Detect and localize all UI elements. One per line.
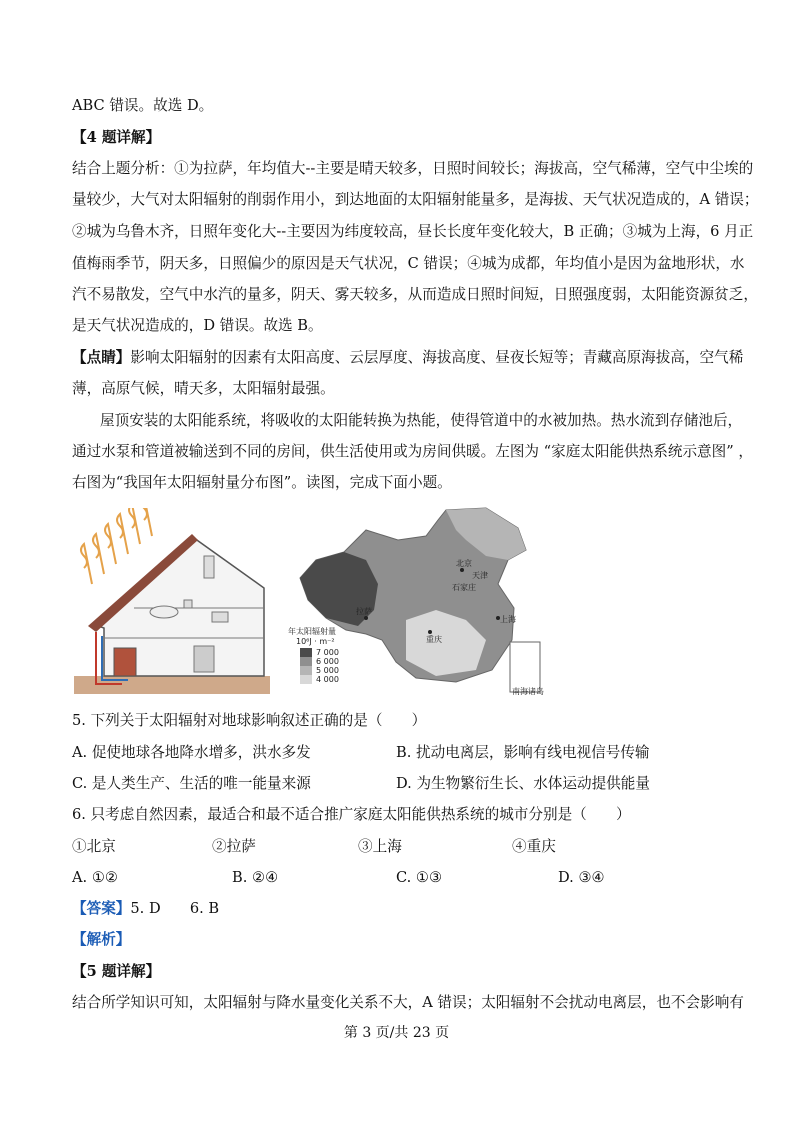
legend-value: 7 000 [316,648,339,657]
city-lhasa: 拉萨 [356,607,372,616]
question-6: 6. 只考虑自然因素，最适合和最不适合推广家庭太阳能供热系统的城市分别是（ ） [72,806,631,823]
subheading-q5: 【5 题详解】 [72,963,161,980]
q5-option-a: A. 促使地球各地降水增多，洪水多发 [72,744,311,761]
q5-option-c: C. 是人类生产、生活的唯一能量来源 [72,775,311,792]
city-option-2: ②拉萨 [212,838,256,855]
dianjing-label: 【点睛】 [72,349,131,366]
answer-label: 【答案】 [72,900,131,917]
storage-tank [114,648,136,676]
legend-unit: 10⁶J · m⁻² [296,637,335,646]
stem-line: 通过水泵和管道被输送到不同的房间，供生活使用或为房间供暖。左图为 “家庭太阳能供热系统示意图” ， [72,443,753,460]
stem-line: 屋顶安装的太阳能系统，将吸收的太阳能转换为热能，使得管道中的水被加热。热水流到存储池后， [100,412,743,429]
map-legend [288,626,339,684]
solar-house-diagram [74,508,270,694]
subheading-q4: 【4 题详解】 [72,129,161,146]
dianjing-paragraph [72,347,743,369]
q6-option-a: A. ①② [72,869,118,886]
china-solar-radiation-map [286,500,548,698]
text-line: 是天气状况造成的，D 错误。故选 B。 [72,317,323,334]
text-line: 值梅雨季节，阴天多，日照偏少的原因是天气状况，C 错误；④城为成都，年均值小是因为盆地形状，水 [72,255,745,272]
legend-value: 6 000 [316,657,339,666]
text-line: 结合所学知识可知，太阳辐射与降水量变化关系不大，A 错误；太阳辐射不会扰动电离层，也不会影响有 [72,994,744,1011]
inset-label: 南海诸岛 [512,687,544,696]
stem-line: 右图为“我国年太阳辐射量分布图”。读图，完成下面小题。 [72,474,452,491]
city-option-3: ③上海 [358,838,402,855]
q6-option-d: D. ③④ [558,869,605,886]
city-shanghai: 上海 [500,615,516,624]
city-option-4: ④重庆 [512,838,556,855]
city-beijing: 北京 [456,559,472,568]
text-line: 量较少，大气对太阳辐射的削弱作用小，到达地面的太阳辐射能量多，是海拔、天气状况造成的，A 错误； [72,191,759,208]
text-span: 影响太阳辐射的因素有太阳高度、云层厚度、海拔高度、昼夜长短等；青藏高原海拔高，空气稀 [130,349,744,366]
city-option-1: ①北京 [72,838,116,855]
text-line: 结合上题分析：①为拉萨，年均值大--主要是晴天较多，日照时间较长；海拔高，空气稀薄，空气中尘埃的 [72,160,754,177]
answer-text: 5. D 6. B [130,900,220,917]
q5-option-b: B. 扰动电离层，影响有线电视信号传输 [396,744,650,761]
legend-value: 4 000 [316,675,339,684]
legend-title: 年太阳辐射量 [288,627,336,636]
text-line: ABC 错误。故选 D。 [72,97,214,114]
analysis-label: 【解析】 [72,931,131,948]
q6-option-b: B. ②④ [232,869,279,886]
text-line: 汽不易散发，空气中水汽的量多，阴天、雾天较多，从而造成日照时间短，日照强度弱，太阳能资源贫乏， [72,286,758,303]
answer-line [72,898,219,920]
question-5: 5. 下列关于太阳辐射对地球影响叙述正确的是（ ） [72,712,427,729]
city-shijiazhuang: 石家庄 [452,583,476,592]
q5-option-d: D. 为生物繁衍生长、水体运动提供能量 [396,775,650,792]
city-chongqing: 重庆 [426,635,442,644]
city-tianjin: 天津 [472,571,488,580]
text-line: 薄，高原气候，晴天多，太阳辐射最强。 [72,380,335,397]
legend-value: 5 000 [316,666,339,675]
text-line: ②城为乌鲁木齐，日照年变化大--主要因为纬度较高，昼长长度年变化较大，B 正确；③城为上海，6 月正 [72,223,754,240]
q6-option-c: C. ①③ [396,869,443,886]
sun-rays-icon [81,508,152,584]
page-footer: 第 3 页/共 23 页 [343,1025,450,1041]
